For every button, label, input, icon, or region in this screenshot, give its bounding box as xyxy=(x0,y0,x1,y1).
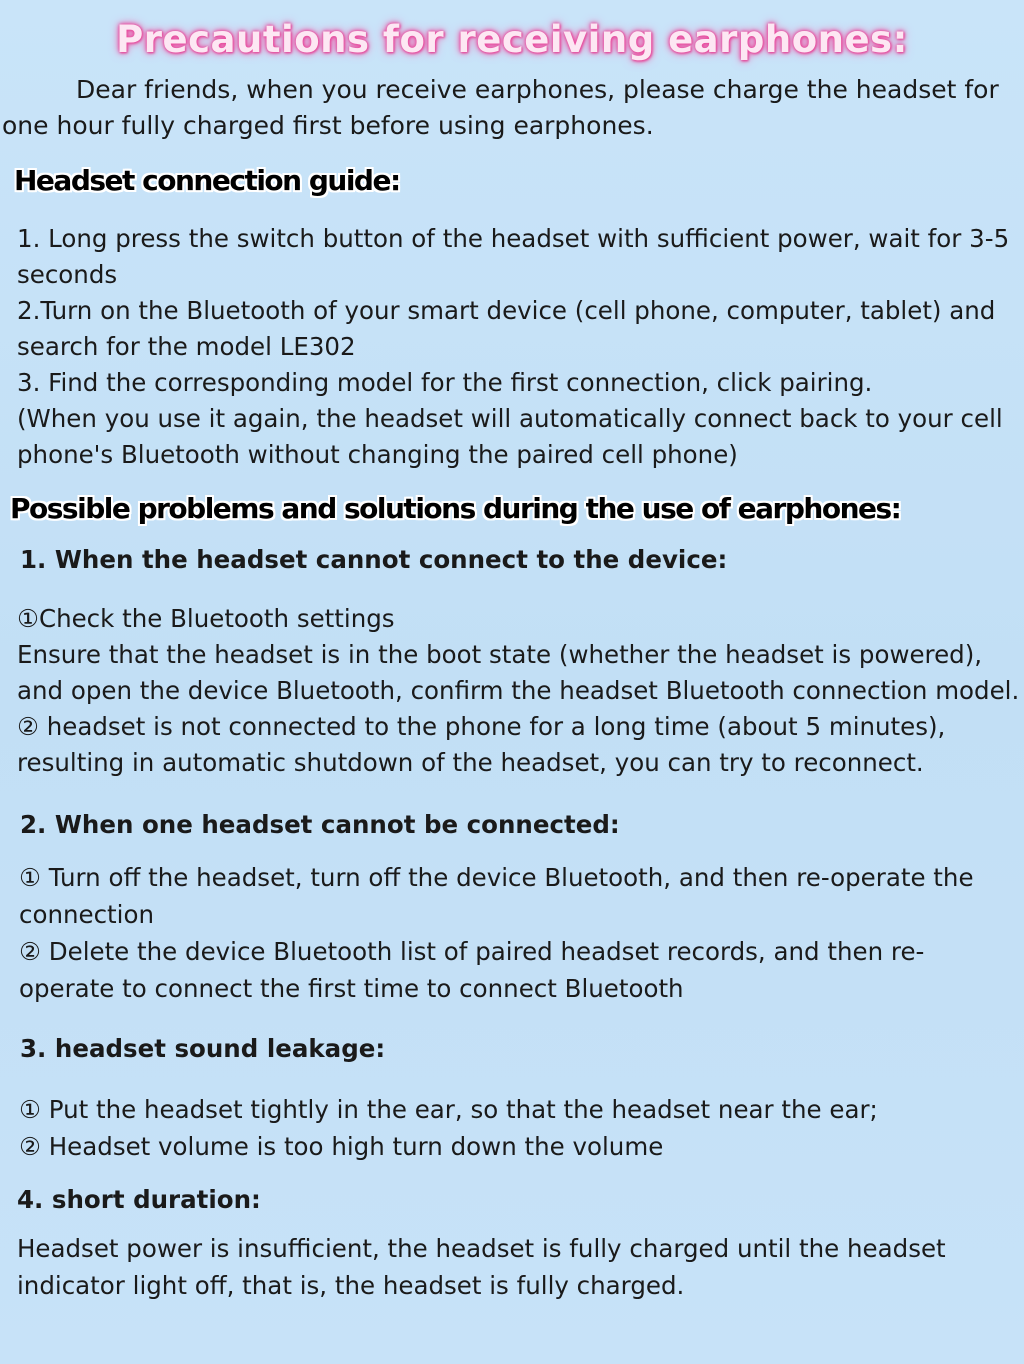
problem-2-line: ② Delete the device Bluetooth list of paired headset records, and then re-operate to connect the first time to connect Bluetooth xyxy=(19,937,925,1003)
problem-2-body xyxy=(19,859,999,1007)
problem-3-line: ② Headset volume is too high turn down the volume xyxy=(19,1132,664,1161)
intro-paragraph: Dear friends, when you receive earphones, please charge the headset for one hour fully charged first before using earphones. xyxy=(2,75,999,140)
connection-guide-heading: Headset connection guide: xyxy=(14,164,400,197)
guide-note: (When you use it again, the headset will automatically connect back to your cell phone's Bluetooth without changing the paired cell phone) xyxy=(17,404,1003,469)
problem-1-line: ①Check the Bluetooth settings xyxy=(17,604,395,633)
problem-4-title: 4. short duration: xyxy=(17,1185,261,1214)
problems-heading: Possible problems and solutions during the use of earphones: xyxy=(10,492,901,525)
page-title: Precautions for receiving earphones: xyxy=(116,18,908,61)
guide-step-1: 1. Long press the switch button of the headset with sufficient power, wait for 3-5 seconds xyxy=(17,224,1010,289)
problem-1-line: Ensure that the headset is in the boot state (whether the headset is powered), and open the device Bluetooth, confirm the headset Bluetooth connection model. xyxy=(17,640,1020,705)
problem-4-line: Headset power is insufficient, the headset is fully charged until the headset indicator light off, that is, the headset is fully charged. xyxy=(17,1234,946,1300)
problem-1-body xyxy=(17,601,1022,781)
problem-2-line: ① Turn off the headset, turn off the device Bluetooth, and then re-operate the connection xyxy=(19,863,974,929)
problem-3-line: ① Put the headset tightly in the ear, so that the headset near the ear; xyxy=(19,1095,878,1124)
guide-step-3: 3. Find the corresponding model for the first connection, click pairing. xyxy=(17,368,873,397)
connection-guide-body xyxy=(17,221,1022,473)
problem-2-title: 2. When one headset cannot be connected: xyxy=(20,810,620,839)
problem-1-line: ② headset is not connected to the phone for a long time (about 5 minutes), resulting in automatic shutdown of the headset, you can try to reconnect. xyxy=(17,712,946,777)
problem-3-title: 3. headset sound leakage: xyxy=(20,1034,386,1063)
problem-4-body xyxy=(17,1230,1007,1304)
guide-step-2: 2.Turn on the Bluetooth of your smart device (cell phone, computer, tablet) and search for the model LE302 xyxy=(17,296,996,361)
problem-1-title: 1. When the headset cannot connect to the device: xyxy=(20,545,728,574)
problem-3-body xyxy=(19,1091,1024,1165)
